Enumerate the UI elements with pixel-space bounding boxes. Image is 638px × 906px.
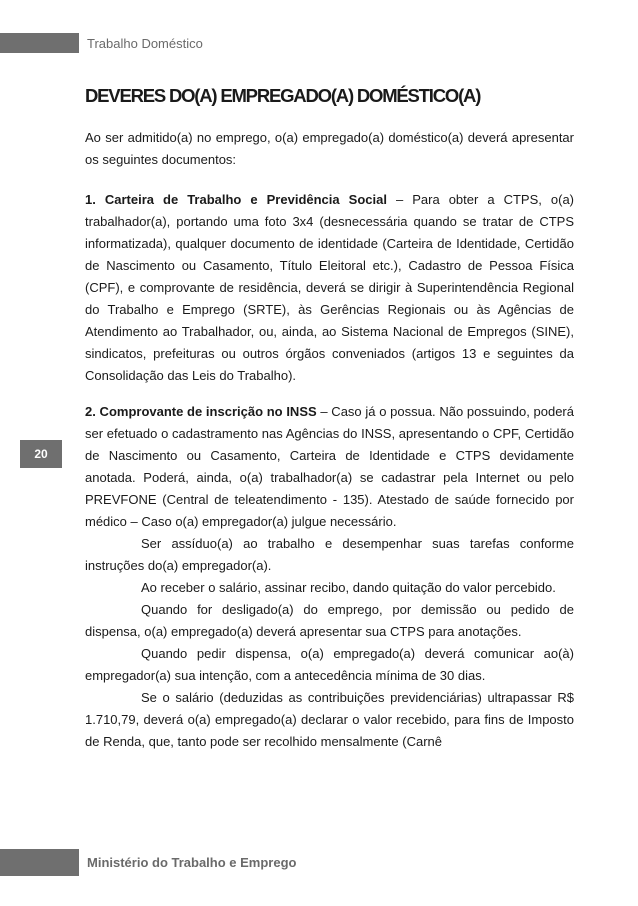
item-1 [85,189,574,387]
item-1-text: – Para obter a CTPS, o(a) trabalhador(a), portando uma foto 3x4 (desnecessária quando se tratar de CTPS informatizada), qualquer documento de identidade (Carteira de Identidade, Certidão de Nascimento ou Casamento, Título Eleitoral etc.), Cadastro de Pessoa Física (CPF), e comprovante de residência, deverá se dirigir à Superintendência Regional do Trabalho e Emprego (SRTE), às Gerências Regionais ou às Agências de Atendimento ao Trabalhador, ou, ainda, ao Sistema Nacional de Empregos (SINE), sindicatos, prefeituras ou outros órgãos conveniados (artigos 13 e seguintes da Consolidação das Leis do Trabalho). [85,192,575,383]
paragraph-desligamento: Quando for desligado(a) do emprego, por demissão ou pedido de dispensa, o(a) empregado(a) deverá apresentar sua CTPS para anotações. [85,602,574,639]
header-bar [0,33,79,53]
item-2 [85,401,574,533]
paragraph-recibo: Ao receber o salário, assinar recibo, dando quitação do valor percebido. [141,580,556,595]
footer-bar [0,849,79,876]
item-1-heading: 1. Carteira de Trabalho e Previdência Social [85,192,387,207]
paragraph-imposto-renda: Se o salário (deduzidas as contribuições previdenciárias) ultrapassar R$ 1.710,79, deverá o(a) empregado(a) declarar o valor recebido, para fins de Imposto de Renda, que, tanto pode ser recolhido mensalmente (Carnê [85,690,574,749]
item-2-heading: 2. Comprovante de inscrição no INSS [85,404,317,419]
document-body [85,189,574,753]
paragraph-assiduidade: Ser assíduo(a) ao trabalho e desempenhar suas tarefas conforme instruções do(a) empregador(a). [85,536,574,573]
page-number: 20 [20,440,62,468]
paragraph-aviso-previo: Quando pedir dispensa, o(a) empregado(a) deverá comunicar ao(à) empregador(a) sua intenção, com a antecedência mínima de 30 dias. [85,646,574,683]
intro-paragraph: Ao ser admitido(a) no emprego, o(a) empregado(a) doméstico(a) deverá apresentar os seguintes documentos: [85,130,574,167]
page-title: DEVERES DO(A) EMPREGADO(A) DOMÉSTICO(A) [85,85,481,106]
running-header: Trabalho Doméstico [87,36,203,51]
item-2-text: – Caso já o possua. Não possuindo, poderá ser efetuado o cadastramento nas Agências do INSS, apresentando o CPF, Certidão de Nascimento ou Casamento, Carteira de Identidade e CTPS devidamente anotada. Poderá, ainda, o(a) trabalhador(a) se cadastrar pela Internet ou pelo PREVFONE (Central de teleatendimento - 135). Atestado de saúde fornecido por médico – Caso o(a) empregador(a) julgue necessário. [85,404,574,529]
running-footer: Ministério do Trabalho e Emprego [87,855,297,870]
